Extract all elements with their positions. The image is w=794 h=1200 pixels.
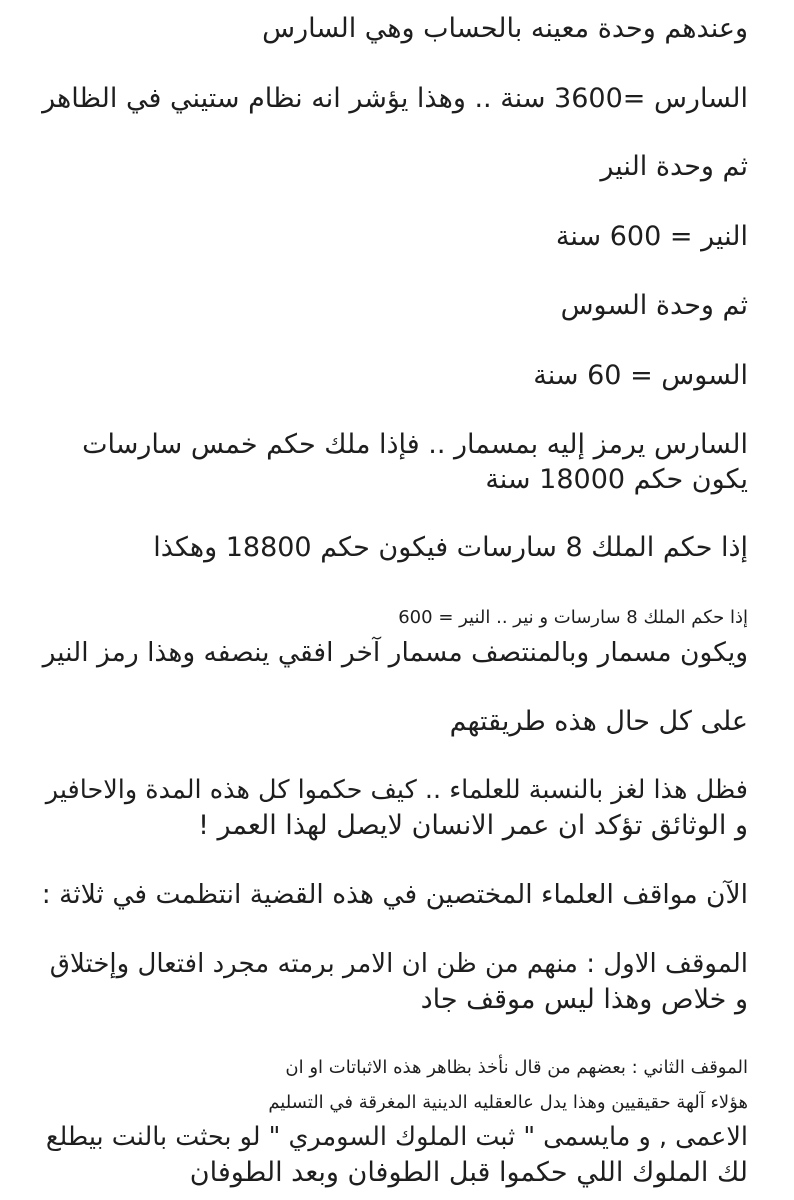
text-line: وعندهم وحدة معينه بالحساب وهي السارس [262, 13, 748, 44]
text-line: يكون حكم 18000 سنة [485, 464, 748, 495]
text-line: فظل هذا لغز بالنسبة للعلماء .. كيف حكموا كل هذه المدة والاحافير [45, 775, 748, 805]
text-line: إذا حكم الملك 8 سارسات و نير .. النير = 600 [398, 607, 748, 628]
text-line: السارس =3600 سنة .. وهذا يؤشر انه نظام ستيني في الظاهر [42, 83, 748, 114]
paragraph [42, 81, 748, 116]
paragraph [450, 704, 748, 739]
paragraph [262, 11, 748, 46]
paragraph [46, 773, 748, 843]
text-line: و الوثائق تؤكد ان عمر الانسان لايصل لهذا العمر ! [198, 810, 748, 841]
text-line: و خلاص وهذا ليس موقف جاد [420, 984, 748, 1015]
text-line: الموقف الاول : منهم من ظن ان الامر برمته مجرد افتعال وإختلاق [49, 949, 748, 979]
text-line: لك الملوك اللي حكموا قبل الطوفان وبعد الطوفان [189, 1157, 748, 1188]
text-line: السوس = 60 سنة [533, 360, 748, 391]
paragraph [46, 1050, 748, 1190]
text-line: الآن مواقف العلماء المختصين في هذه القضية انتظمت في ثلاثة : [41, 879, 748, 910]
text-line: هؤلاء آلهة حقيقيين وهذا يدل عالعقليه الدينية المغرقة في التسليم [268, 1092, 748, 1113]
paragraph [153, 530, 748, 565]
paragraph [82, 427, 748, 497]
paragraph [533, 358, 748, 393]
text-line: إذا حكم الملك 8 سارسات فيكون حكم 18800 وهكذا [153, 532, 748, 563]
text-line: الموقف الثاني : بعضهم من قال نأخذ بظاهر هذه الاثباتات او ان [285, 1057, 748, 1078]
paragraph [50, 947, 748, 1017]
paragraph [561, 288, 748, 323]
text-line: الاعمى , و مايسمى " ثبت الملوك السومري " لو بحثت بالنت بيطلع [45, 1122, 748, 1152]
text-line: ويكون مسمار وبالمنتصف مسمار آخر افقي ينصفه وهذا رمز النير [42, 637, 748, 668]
paragraph [43, 600, 748, 670]
text-line: على كل حال هذه طريقتهم [449, 706, 748, 737]
paragraph [42, 877, 748, 912]
text-line: السارس يرمز إليه بمسمار .. فإذا ملك حكم خمس سارسات [82, 429, 748, 460]
paragraph [600, 149, 748, 184]
text-line: ثم وحدة السوس [560, 290, 748, 321]
paragraph [556, 219, 748, 254]
text-line: ثم وحدة النير [600, 151, 748, 182]
text-line: النير = 600 سنة [555, 221, 748, 252]
